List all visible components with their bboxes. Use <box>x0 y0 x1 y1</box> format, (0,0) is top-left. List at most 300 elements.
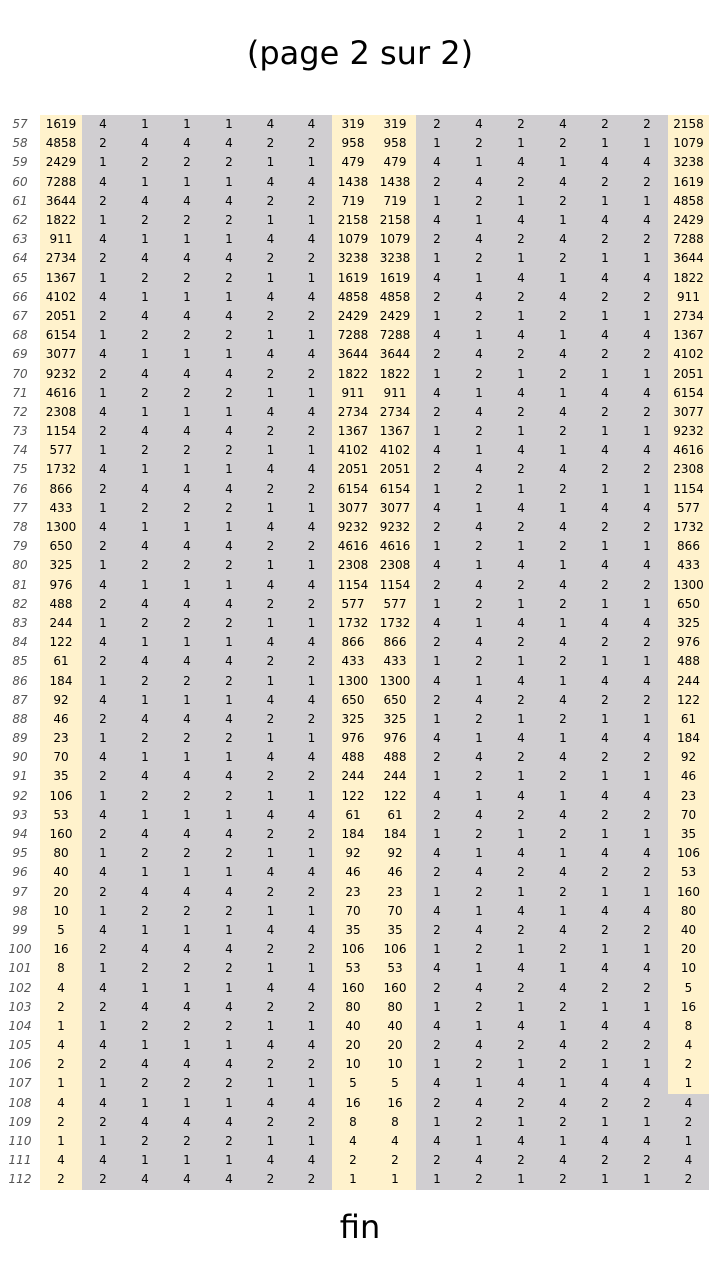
table-cell: 2308 <box>668 460 709 479</box>
table-cell: 1300 <box>40 518 82 537</box>
table-cell: 4 <box>374 1132 416 1151</box>
table-cell: 4 <box>584 1132 626 1151</box>
row-number: 57 <box>0 115 40 134</box>
row-number: 108 <box>0 1094 40 1113</box>
table-cell: 4 <box>542 1151 584 1170</box>
table-cell: 4 <box>458 1036 500 1055</box>
table-cell: 1 <box>500 940 542 959</box>
table-cell: 106 <box>668 844 709 863</box>
table-cell: 4 <box>208 134 250 153</box>
table-cell: 4 <box>250 230 291 249</box>
table-cell: 1 <box>208 345 250 364</box>
table-cell: 4 <box>166 998 208 1017</box>
table-cell: 4102 <box>332 441 374 460</box>
table-cell: 1154 <box>40 422 82 441</box>
table-cell: 1 <box>208 863 250 882</box>
table-cell: 2 <box>208 269 250 288</box>
table-cell: 4 <box>291 345 332 364</box>
table-cell: 4 <box>626 729 668 748</box>
table-cell: 1 <box>250 902 291 921</box>
table-cell: 1 <box>124 230 166 249</box>
table-cell: 4 <box>584 671 626 690</box>
table-cell: 1 <box>458 384 500 403</box>
table-cell: 9232 <box>374 518 416 537</box>
table-cell: 1 <box>208 1151 250 1170</box>
row-number: 85 <box>0 652 40 671</box>
table-row <box>0 710 709 729</box>
table-cell: 2 <box>208 556 250 575</box>
table-cell: 1 <box>626 825 668 844</box>
table-row <box>0 269 709 288</box>
table-cell: 1 <box>416 134 458 153</box>
table-cell: 1079 <box>332 230 374 249</box>
table-cell: 2 <box>500 1036 542 1055</box>
table-cell: 2 <box>626 1151 668 1170</box>
table-cell: 1 <box>40 1132 82 1151</box>
table-row <box>0 844 709 863</box>
table-cell: 2 <box>250 1113 291 1132</box>
table-cell: 1 <box>458 1132 500 1151</box>
table-cell: 2 <box>584 518 626 537</box>
table-cell: 2 <box>416 1151 458 1170</box>
table-cell: 1 <box>416 825 458 844</box>
table-cell: 1 <box>82 959 124 978</box>
table-cell: 2 <box>416 403 458 422</box>
table-cell: 2 <box>500 518 542 537</box>
table-cell: 4 <box>82 288 124 307</box>
table-cell: 4 <box>584 959 626 978</box>
table-cell: 2 <box>458 192 500 211</box>
table-cell: 4 <box>208 825 250 844</box>
table-cell: 4 <box>416 441 458 460</box>
table-cell: 2 <box>416 518 458 537</box>
table-cell: 1822 <box>374 364 416 383</box>
table-cell: 4 <box>291 115 332 134</box>
table-cell: 325 <box>374 710 416 729</box>
table-cell: 1 <box>500 249 542 268</box>
table-cell: 2 <box>208 1132 250 1151</box>
table-cell: 1 <box>626 1113 668 1132</box>
table-cell: 2 <box>166 1017 208 1036</box>
table-cell: 122 <box>40 633 82 652</box>
table-cell: 1 <box>416 1170 458 1189</box>
table-cell: 1 <box>458 1017 500 1036</box>
table-cell: 1 <box>626 134 668 153</box>
row-number: 97 <box>0 883 40 902</box>
table-cell: 2 <box>416 1036 458 1055</box>
table-cell: 4 <box>208 364 250 383</box>
table-cell: 479 <box>374 153 416 172</box>
table-cell: 4 <box>458 230 500 249</box>
table-cell: 2 <box>291 192 332 211</box>
table-cell: 70 <box>374 902 416 921</box>
table-cell: 2 <box>82 767 124 786</box>
table-cell: 4 <box>626 1074 668 1093</box>
row-number: 73 <box>0 422 40 441</box>
table-cell: 719 <box>374 192 416 211</box>
table-cell: 1 <box>124 460 166 479</box>
table-cell: 4 <box>458 345 500 364</box>
table-cell: 1 <box>250 614 291 633</box>
table-cell: 4 <box>416 153 458 172</box>
row-number: 106 <box>0 1055 40 1074</box>
table-cell: 1 <box>166 1151 208 1170</box>
table-cell: 1 <box>626 480 668 499</box>
table-cell: 4 <box>124 1170 166 1189</box>
table-cell: 1 <box>584 537 626 556</box>
table-cell: 106 <box>40 787 82 806</box>
table-cell: 2 <box>584 403 626 422</box>
table-cell: 1 <box>458 556 500 575</box>
row-number: 62 <box>0 211 40 230</box>
table-cell: 1 <box>500 998 542 1017</box>
table-cell: 1 <box>542 269 584 288</box>
table-cell: 4 <box>626 902 668 921</box>
table-row <box>0 595 709 614</box>
table-row <box>0 787 709 806</box>
table-cell: 2 <box>250 710 291 729</box>
table-cell: 46 <box>668 767 709 786</box>
table-cell: 61 <box>332 806 374 825</box>
table-cell: 4 <box>250 748 291 767</box>
table-cell: 1 <box>124 518 166 537</box>
table-cell: 184 <box>668 729 709 748</box>
table-cell: 1 <box>166 691 208 710</box>
table-cell: 92 <box>374 844 416 863</box>
table-cell: 2 <box>626 518 668 537</box>
table-cell: 2 <box>124 844 166 863</box>
table-cell: 4 <box>416 1132 458 1151</box>
table-cell: 3077 <box>374 499 416 518</box>
table-cell: 1 <box>208 1036 250 1055</box>
table-row <box>0 173 709 192</box>
table-cell: 80 <box>332 998 374 1017</box>
table-cell: 3077 <box>40 345 82 364</box>
table-cell: 2 <box>40 1170 82 1189</box>
table-cell: 1 <box>82 614 124 633</box>
table-row <box>0 556 709 575</box>
table-cell: 2 <box>584 921 626 940</box>
table-cell: 2 <box>542 710 584 729</box>
table-cell: 2 <box>500 230 542 249</box>
table-cell: 1 <box>82 671 124 690</box>
table-cell: 2 <box>626 115 668 134</box>
table-cell: 4 <box>626 153 668 172</box>
table-cell: 4 <box>40 1094 82 1113</box>
table-cell: 2 <box>500 691 542 710</box>
table-cell: 4 <box>626 384 668 403</box>
table-cell: 1 <box>250 1017 291 1036</box>
table-cell: 2 <box>542 249 584 268</box>
table-cell: 2 <box>626 921 668 940</box>
table-cell: 2 <box>500 1094 542 1113</box>
table-cell: 4 <box>500 729 542 748</box>
row-number: 67 <box>0 307 40 326</box>
table-cell: 2 <box>291 1113 332 1132</box>
table-cell: 1 <box>208 978 250 997</box>
table-cell: 4 <box>208 1055 250 1074</box>
table-cell: 35 <box>374 921 416 940</box>
table-cell: 4 <box>250 1036 291 1055</box>
table-cell: 70 <box>668 806 709 825</box>
table-cell: 1 <box>124 1094 166 1113</box>
table-cell: 1 <box>500 1170 542 1189</box>
table-cell: 2 <box>166 326 208 345</box>
table-cell: 911 <box>668 288 709 307</box>
table-cell: 2 <box>500 576 542 595</box>
table-cell: 2 <box>82 134 124 153</box>
table-row <box>0 1113 709 1132</box>
table-cell: 2 <box>250 537 291 556</box>
table-cell: 1 <box>584 480 626 499</box>
table-cell: 2 <box>82 422 124 441</box>
table-cell: 4858 <box>332 288 374 307</box>
table-cell: 2 <box>166 959 208 978</box>
table-cell: 1822 <box>332 364 374 383</box>
table-cell: 6154 <box>40 326 82 345</box>
table-cell: 92 <box>332 844 374 863</box>
table-cell: 20 <box>374 1036 416 1055</box>
table-cell: 4 <box>584 269 626 288</box>
table-cell: 4 <box>542 403 584 422</box>
table-cell: 1 <box>40 1017 82 1036</box>
table-cell: 2 <box>458 1113 500 1132</box>
table-cell: 4 <box>416 326 458 345</box>
table-cell: 4 <box>166 249 208 268</box>
table-cell: 1 <box>416 1113 458 1132</box>
table-cell: 2 <box>584 1151 626 1170</box>
table-cell: 4 <box>82 691 124 710</box>
table-cell: 1 <box>584 1113 626 1132</box>
table-cell: 719 <box>332 192 374 211</box>
table-cell: 1 <box>250 729 291 748</box>
table-cell: 2 <box>124 671 166 690</box>
table-cell: 1 <box>416 940 458 959</box>
table-cell: 4 <box>416 1074 458 1093</box>
table-cell: 4858 <box>668 192 709 211</box>
table-cell: 2158 <box>332 211 374 230</box>
table-cell: 4 <box>166 1170 208 1189</box>
table-cell: 1 <box>124 1151 166 1170</box>
table-row <box>0 480 709 499</box>
table-cell: 92 <box>40 691 82 710</box>
row-number: 61 <box>0 192 40 211</box>
table-cell: 2 <box>166 1074 208 1093</box>
row-number: 75 <box>0 460 40 479</box>
table-cell: 1 <box>250 499 291 518</box>
table-cell: 1 <box>250 1132 291 1151</box>
table-cell: 4 <box>208 940 250 959</box>
table-cell: 2 <box>416 230 458 249</box>
table-cell: 2 <box>82 364 124 383</box>
table-cell: 4 <box>668 1151 709 1170</box>
table-cell: 244 <box>40 614 82 633</box>
table-cell: 2 <box>416 921 458 940</box>
table-cell: 3644 <box>40 192 82 211</box>
table-cell: 106 <box>332 940 374 959</box>
table-cell: 1 <box>208 173 250 192</box>
table-cell: 4 <box>500 787 542 806</box>
table-cell: 433 <box>332 652 374 671</box>
table-cell: 2 <box>542 652 584 671</box>
table-cell: 4 <box>584 441 626 460</box>
table-cell: 1 <box>584 710 626 729</box>
table-cell: 4 <box>291 863 332 882</box>
table-cell: 2 <box>626 230 668 249</box>
table-row <box>0 192 709 211</box>
table-cell: 1 <box>584 883 626 902</box>
table-cell: 2 <box>166 499 208 518</box>
row-number: 65 <box>0 269 40 288</box>
table-cell: 4 <box>500 326 542 345</box>
table-cell: 1 <box>584 422 626 441</box>
table-cell: 2 <box>124 1132 166 1151</box>
table-cell: 1 <box>82 384 124 403</box>
table-cell: 2 <box>668 1170 709 1189</box>
table-cell: 2 <box>500 863 542 882</box>
table-cell: 1 <box>291 499 332 518</box>
table-cell: 4 <box>250 978 291 997</box>
table-cell: 2 <box>458 307 500 326</box>
table-row <box>0 671 709 690</box>
table-cell: 4 <box>124 480 166 499</box>
table-cell: 2 <box>291 595 332 614</box>
table-cell: 160 <box>668 883 709 902</box>
row-number: 86 <box>0 671 40 690</box>
row-number: 80 <box>0 556 40 575</box>
table-cell: 4 <box>250 403 291 422</box>
table-cell: 2 <box>82 537 124 556</box>
table-cell: 1 <box>626 192 668 211</box>
table-cell: 2 <box>458 767 500 786</box>
table-cell: 2 <box>584 748 626 767</box>
table-cell: 2 <box>250 422 291 441</box>
table-cell: 40 <box>40 863 82 882</box>
table-cell: 1 <box>291 1132 332 1151</box>
table-cell: 958 <box>374 134 416 153</box>
table-cell: 1 <box>82 902 124 921</box>
table-cell: 61 <box>668 710 709 729</box>
table-row <box>0 652 709 671</box>
table-cell: 4 <box>542 863 584 882</box>
table-cell: 4 <box>208 307 250 326</box>
table-cell: 35 <box>332 921 374 940</box>
table-row <box>0 959 709 978</box>
table-cell: 4 <box>542 921 584 940</box>
table-row <box>0 883 709 902</box>
table-cell: 2 <box>416 691 458 710</box>
row-number: 107 <box>0 1074 40 1093</box>
end-label: fin <box>339 1208 381 1246</box>
table-cell: 2 <box>208 211 250 230</box>
table-cell: 1 <box>626 652 668 671</box>
table-cell: 1 <box>416 192 458 211</box>
row-number: 111 <box>0 1151 40 1170</box>
table-cell: 1 <box>82 1017 124 1036</box>
table-cell: 4 <box>82 978 124 997</box>
table-cell: 4 <box>500 1074 542 1093</box>
table-cell: 2 <box>82 1113 124 1132</box>
table-cell: 16 <box>668 998 709 1017</box>
table-cell: 2 <box>416 345 458 364</box>
table-cell: 2 <box>291 652 332 671</box>
table-cell: 1 <box>82 499 124 518</box>
table-cell: 1 <box>458 729 500 748</box>
table-cell: 4 <box>332 1132 374 1151</box>
table-cell: 70 <box>332 902 374 921</box>
table-cell: 4 <box>458 978 500 997</box>
table-cell: 4 <box>291 806 332 825</box>
table-cell: 1 <box>124 345 166 364</box>
table-cell: 70 <box>40 748 82 767</box>
row-number: 98 <box>0 902 40 921</box>
table-cell: 4 <box>208 710 250 729</box>
table-cell: 4 <box>250 863 291 882</box>
table-cell: 4616 <box>668 441 709 460</box>
table-cell: 1619 <box>332 269 374 288</box>
table-cell: 1 <box>166 403 208 422</box>
table-cell: 2 <box>166 211 208 230</box>
table-cell: 1300 <box>332 671 374 690</box>
table-cell: 4 <box>458 460 500 479</box>
row-number: 79 <box>0 537 40 556</box>
table-cell: 4 <box>124 940 166 959</box>
table-cell: 1 <box>500 480 542 499</box>
table-cell: 4 <box>458 288 500 307</box>
table-cell: 577 <box>332 595 374 614</box>
table-cell: 1 <box>458 441 500 460</box>
table-cell: 184 <box>40 671 82 690</box>
table-cell: 1 <box>166 978 208 997</box>
table-cell: 866 <box>40 480 82 499</box>
table-cell: 2 <box>584 1094 626 1113</box>
table-cell: 2 <box>584 978 626 997</box>
table-cell: 2 <box>584 115 626 134</box>
table-cell: 1 <box>584 249 626 268</box>
table-cell: 4 <box>458 921 500 940</box>
table-cell: 3238 <box>332 249 374 268</box>
table-cell: 4 <box>291 748 332 767</box>
row-number: 89 <box>0 729 40 748</box>
table-cell: 1 <box>626 249 668 268</box>
table-cell: 1 <box>416 1055 458 1074</box>
table-cell: 1 <box>584 825 626 844</box>
table-cell: 1 <box>166 576 208 595</box>
table-cell: 1 <box>124 748 166 767</box>
table-cell: 1 <box>584 364 626 383</box>
table-cell: 1 <box>250 326 291 345</box>
table-cell: 2 <box>416 806 458 825</box>
table-cell: 1 <box>584 767 626 786</box>
table-cell: 4102 <box>374 441 416 460</box>
table-cell: 1 <box>500 134 542 153</box>
row-number: 64 <box>0 249 40 268</box>
table-cell: 2 <box>82 480 124 499</box>
row-number: 102 <box>0 978 40 997</box>
table-cell: 1619 <box>668 173 709 192</box>
table-cell: 1 <box>458 326 500 345</box>
table-cell: 1 <box>458 1074 500 1093</box>
table-cell: 1 <box>291 787 332 806</box>
table-cell: 1 <box>124 173 166 192</box>
table-cell: 4 <box>250 1094 291 1113</box>
table-cell: 2 <box>458 1055 500 1074</box>
table-cell: 2 <box>584 1036 626 1055</box>
table-cell: 2 <box>416 978 458 997</box>
table-cell: 2 <box>458 595 500 614</box>
table-cell: 1 <box>500 364 542 383</box>
table-cell: 5 <box>332 1074 374 1093</box>
